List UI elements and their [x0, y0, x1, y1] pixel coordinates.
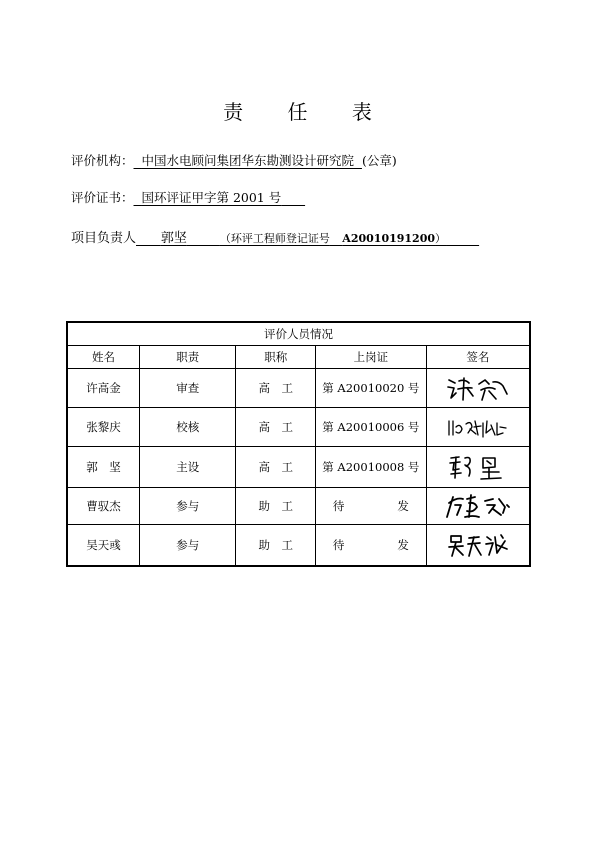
- table-caption: 评价人员情况: [67, 322, 530, 346]
- col-header-signature: 签名: [426, 346, 530, 369]
- org-value: 中国水电顾问集团华东勘测设计研究院: [141, 153, 354, 168]
- cell-name: 张黎庆: [67, 408, 140, 447]
- cell-name: 吴天彧: [67, 525, 140, 567]
- cell-duty: 参与: [140, 525, 236, 567]
- signature-image: [426, 369, 530, 408]
- signature-image: [426, 408, 530, 447]
- cert-line: [71, 188, 305, 206]
- lead-value: 郭坚 （环评工程师登记证号 A20010191200）: [160, 231, 447, 246]
- col-header-title: 职称: [236, 346, 316, 369]
- cell-duty: 校核: [140, 408, 236, 447]
- cell-duty: 审查: [140, 369, 236, 408]
- signature-image: [426, 525, 530, 567]
- lead-line: [71, 227, 479, 246]
- lead-reg-no: A20010191200: [342, 232, 436, 245]
- cell-name: 曹驭杰: [67, 488, 140, 525]
- lead-reg-text: （环评工程师登记证号: [219, 232, 330, 245]
- cell-cert: 待 发: [316, 525, 427, 567]
- cell-name: 许高金: [67, 369, 140, 408]
- cell-name: 郭 坚: [67, 447, 140, 488]
- staff-table: [66, 321, 531, 567]
- signature-image: [426, 447, 530, 488]
- page-title: 责 任 表: [223, 100, 391, 124]
- cell-cert: 第 A20010008 号: [316, 447, 427, 488]
- cell-cert: 第 A20010020 号: [316, 369, 427, 408]
- cell-title: 高 工: [236, 447, 316, 488]
- table-row: [67, 488, 530, 525]
- cell-duty: 主设: [140, 447, 236, 488]
- cell-duty: 参与: [140, 488, 236, 525]
- col-header-name: 姓名: [67, 346, 140, 369]
- table-row: [67, 369, 530, 408]
- cell-cert: 待 发: [316, 488, 427, 525]
- cell-title: 高 工: [236, 369, 316, 408]
- org-line: [71, 151, 397, 169]
- table-header-row: [67, 346, 530, 369]
- cert-value: 国环评证甲字第 2001 号: [141, 190, 282, 205]
- table-row: [67, 408, 530, 447]
- lead-label: 项目负责人: [71, 231, 137, 246]
- cert-label: 评价证书：: [71, 190, 134, 205]
- col-header-duty: 职责: [140, 346, 236, 369]
- org-suffix: (公章): [361, 153, 397, 168]
- org-label: 评价机构：: [71, 153, 134, 168]
- cell-title: 助 工: [236, 525, 316, 567]
- table-row: [67, 447, 530, 488]
- cell-cert: 第 A20010006 号: [316, 408, 427, 447]
- cell-title: 助 工: [236, 488, 316, 525]
- signature-image: [426, 488, 530, 525]
- lead-name: 郭坚: [160, 231, 187, 246]
- cell-title: 高 工: [236, 408, 316, 447]
- col-header-cert: 上岗证: [316, 346, 427, 369]
- table-row: [67, 525, 530, 567]
